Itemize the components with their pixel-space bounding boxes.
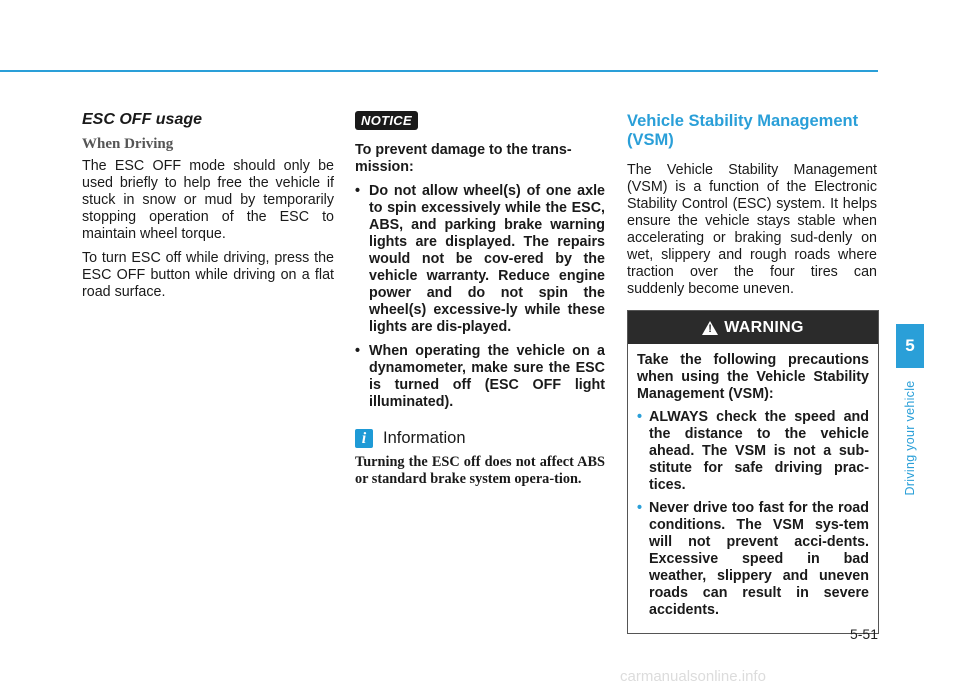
- notice-item-text: When operating the vehicle on a dynamometer, make sure the ESC is turned off (ESC OFF light illuminated).: [369, 343, 605, 410]
- notice-item: [355, 183, 605, 336]
- middle-column: [355, 108, 605, 488]
- page-number: 5-51: [849, 626, 878, 642]
- information-text: Turning the ESC off does not affect ABS or standard brake system opera-tion.: [355, 454, 605, 487]
- chapter-label-text: Driving your vehicle: [903, 380, 917, 496]
- section-title-esc-off-usage: ESC OFF usage: [82, 111, 203, 128]
- paragraph-vsm: The Vehicle Stability Management (VSM) is a function of the Electronic Stability Control (ESC) system. It helps ensure the vehicle stays stable when accelerating or braking sud-denly on wet, slippery and rough roads where traction over the four tires can suddenly become uneven.: [627, 162, 877, 297]
- subheading-when-driving: When Driving: [82, 136, 174, 152]
- info-icon: i: [355, 429, 373, 448]
- bullet-icon: •: [355, 183, 361, 199]
- warning-intro: Take the following precautions when using the Vehicle Stability Management (VSM):: [637, 352, 869, 402]
- notice-item: [355, 343, 605, 411]
- left-column: [82, 108, 334, 308]
- warning-header: [628, 311, 878, 344]
- chapter-number-tab: 5: [896, 324, 924, 368]
- notice-item-text: Do not allow wheel(s) of one axle to spin excessively while the ESC, ABS, and parking brake warning lights are displayed. The repairs would not be cov-ered by the vehicle warranty. Reduce engine power and do not spin the wheel(s) excessive-ly while these lights are dis-played.: [369, 183, 605, 335]
- warning-item: [637, 409, 869, 494]
- top-rule: [0, 70, 878, 72]
- paragraph-turn-esc-off: To turn ESC off while driving, press the ESC OFF button while driving on a flat road surface.: [82, 250, 334, 300]
- warning-label: WARNING: [724, 318, 804, 336]
- notice-list: [355, 183, 605, 411]
- warning-box: [627, 310, 879, 634]
- notice-intro: To prevent damage to the trans-mission:: [355, 142, 572, 175]
- information-header: [355, 429, 605, 448]
- information-title: Information: [383, 429, 466, 447]
- paragraph-esc-off-mode: The ESC OFF mode should only be used briefly to help free the vehicle if stuck in snow or mud by temporarily stopping operation of the ESC to maintain wheel torque.: [82, 158, 334, 242]
- warning-item-text: ALWAYS check the speed and the distance to the vehicle ahead. The VSM is not a sub-stitute for safe driving prac-tices.: [649, 409, 869, 493]
- warning-body: [628, 344, 878, 633]
- warning-list: [637, 409, 869, 619]
- bullet-icon: •: [637, 500, 643, 516]
- bullet-icon: •: [355, 343, 361, 359]
- watermark: carmanualsonline.info: [620, 668, 766, 685]
- warning-triangle-icon: !: [702, 321, 718, 335]
- warning-item: [637, 500, 869, 619]
- warning-item-text: Never drive too fast for the road conditions. The VSM sys-tem will not prevent acci-dents. Excessive speed in bad weather, slippery and uneven roads can result in severe accidents.: [649, 500, 869, 618]
- section-title-vsm: Vehicle Stability Management (VSM): [627, 112, 859, 149]
- right-column: [627, 108, 877, 634]
- chapter-label: [896, 378, 924, 498]
- notice-badge: NOTICE: [355, 111, 418, 130]
- bullet-icon: •: [637, 409, 643, 425]
